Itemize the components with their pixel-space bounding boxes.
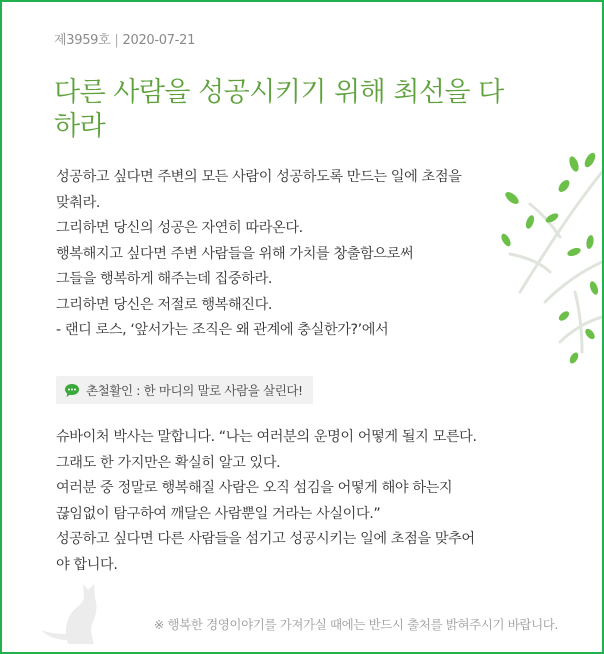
- article-title: 다른 사람을 성공시키기 위해 최선을 다하라: [54, 77, 504, 142]
- quote-line: 맞춰라.: [56, 194, 101, 211]
- quote-line: 성공하고 싶다면 주변의 모든 사람이 성공하도록 만드는 일에 초점을: [56, 169, 462, 185]
- meta-separator: |: [114, 33, 119, 48]
- commentary-line: 그래도 한 가지만은 확실히 알고 있다.: [56, 454, 281, 471]
- issue-number: 제3959호: [54, 33, 111, 48]
- quote-block: [56, 165, 516, 344]
- quote-line: 그리하면 당신의 성공은 자연히 따라온다.: [56, 220, 303, 236]
- comment-badge-label: 촌철활인 : 한 마디의 말로 사람을 살린다!: [86, 383, 303, 398]
- speech-bubble-icon: [64, 383, 80, 398]
- issue-date: 2020-07-21: [122, 33, 196, 48]
- cat-silhouette-illustration: [38, 574, 108, 644]
- commentary-block: [56, 425, 526, 578]
- commentary-line: 여러분 중 정말로 행복해질 사람은 오직 섬김을 어떻게 해야 하는지: [56, 480, 453, 496]
- commentary-line: 야 합니다.: [56, 556, 118, 573]
- copyright-notice: ※ 행복한 경영이야기를 가져가실 때에는 반드시 출처를 밝혀주시기 바랍니다.: [153, 617, 558, 632]
- quote-line: 행복해지고 싶다면 주변 사람들을 위해 가치를 창출함으로써: [56, 245, 414, 262]
- issue-meta: [54, 29, 195, 48]
- quote-line: 그들을 행복하게 해주는데 집중하라.: [56, 271, 273, 287]
- commentary-line: 성공하고 싶다면 다른 사람들을 섬기고 성공시키는 일에 초점을 맞추어: [56, 531, 475, 547]
- quote-line: 그리하면 당신은 저절로 행복해진다.: [56, 296, 273, 313]
- commentary-line: 끊임없이 탐구하여 깨달은 사람뿐일 거라는 사실이다.”: [56, 505, 381, 522]
- comment-badge: [56, 376, 313, 404]
- quote-source: - 랜디 로스, ‘앞서가는 조직은 왜 관계에 충실한가?’에서: [56, 322, 389, 338]
- commentary-line: 슈바이처 박사는 말합니다. “나는 여러분의 운명이 어떻게 될지 모른다.: [56, 429, 477, 445]
